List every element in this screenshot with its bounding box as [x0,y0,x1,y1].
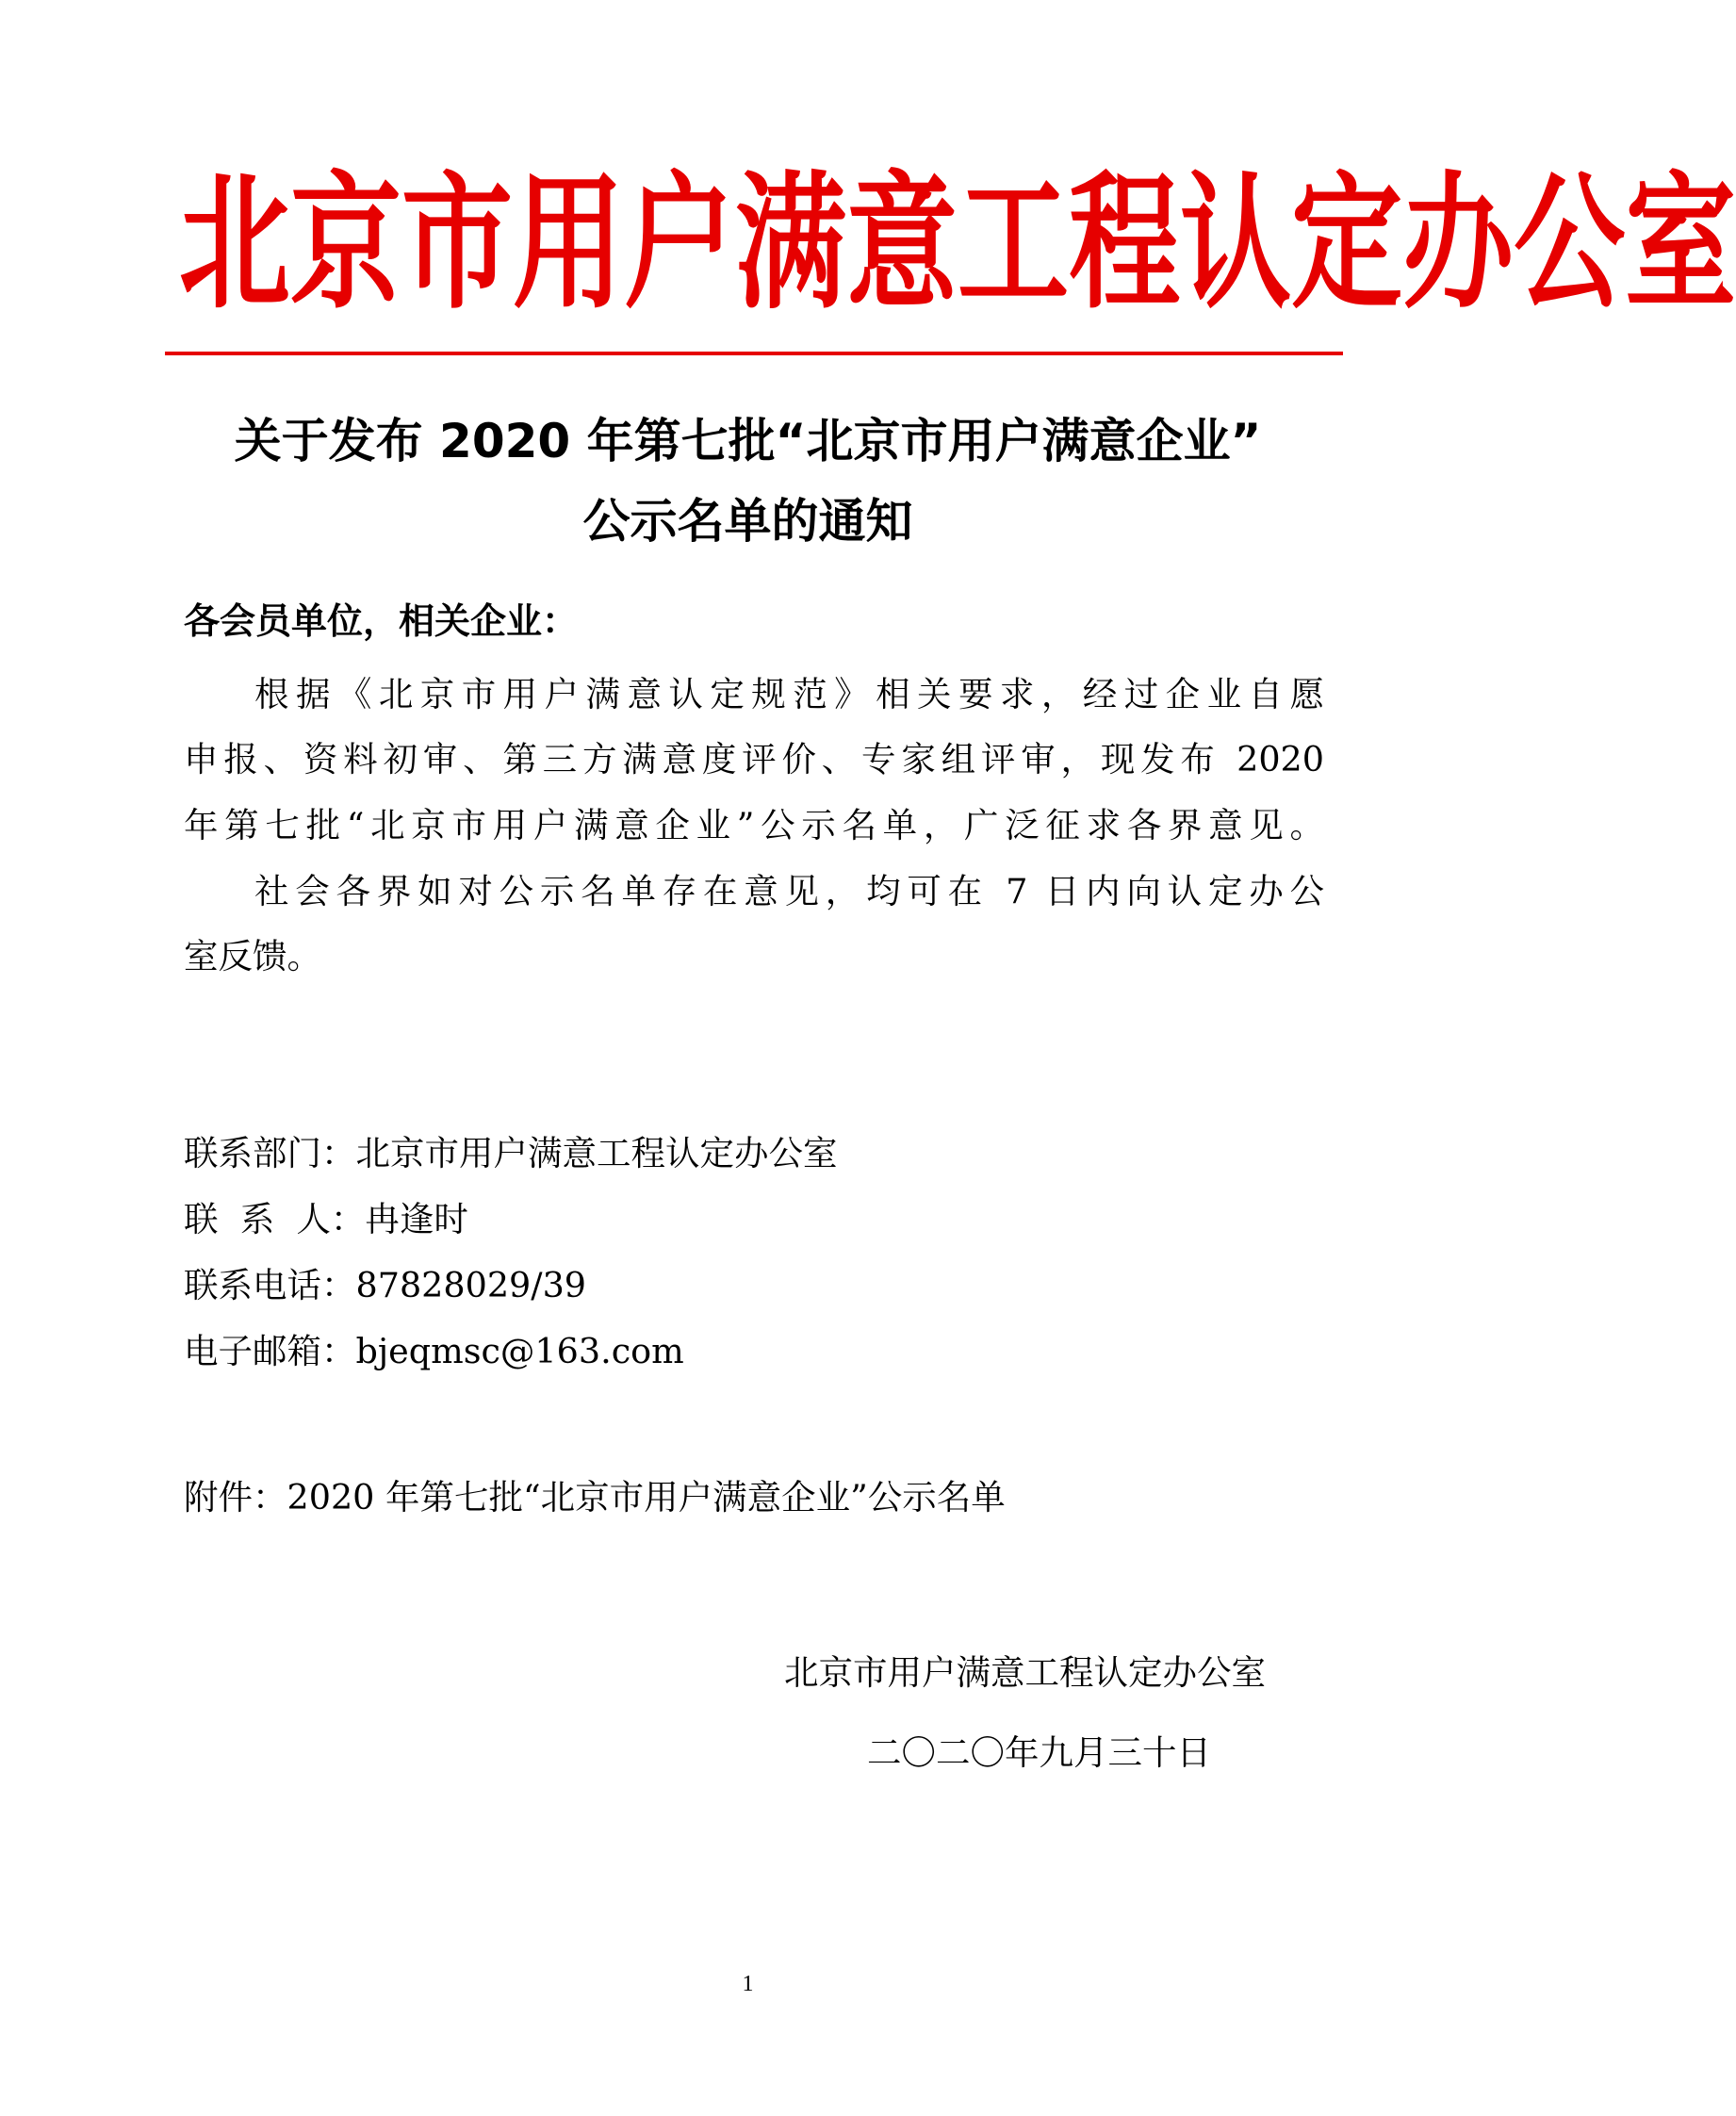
letterhead-title [179,156,1736,394]
letterhead-char: 满 [735,156,847,329]
letterhead-char: 京 [290,156,402,329]
letterhead-char: 工 [958,156,1070,329]
letterhead-char: 户 [624,156,736,329]
signature-date: 二〇二〇年九月三十日 [867,1732,1211,1773]
body-paragraph-1-line-1: 根据《北京市用户满意认定规范》相关要求，经过企业自愿 [254,674,1324,714]
letterhead-char: 市 [401,156,514,329]
letterhead-char: 程 [1069,156,1181,329]
body-paragraph-2-line-2: 室反馈。 [184,936,321,976]
contact-department: 联系部门：北京市用户满意工程认定办公室 [184,1133,838,1173]
letterhead-char: 办 [1402,156,1515,329]
letterhead-char: 北 [179,156,291,329]
letterhead-divider [165,352,1343,355]
letterhead-char: 室 [1625,156,1736,329]
contact-person: 联 系 人：冉逢时 [184,1199,468,1239]
contact-email: 电子邮箱：bjeqmsc@163.com [184,1331,684,1371]
document-title-line-2: 公示名单的通知 [582,494,913,549]
body-paragraph-1-line-3: 年第七批“北京市用户满意企业”公示名单，广泛征求各界意见。 [184,805,1324,845]
body-paragraph-1-line-2: 申报、资料初审、第三方满意度评价、专家组评审，现发布 2020 [184,739,1324,779]
letterhead-char: 意 [846,156,958,329]
attachment-note: 附件：2020 年第七批“北京市用户满意企业”公示名单 [184,1477,1006,1517]
document-title-line-1: 关于发布 2020 年第七批“北京市用户满意企业” [234,414,1262,468]
letterhead-char: 认 [1180,156,1292,329]
letterhead-char: 用 [513,156,625,329]
letterhead-char: 定 [1291,156,1403,329]
body-paragraph-2-line-1: 社会各界如对公示名单存在意见，均可在 7 日内向认定办公 [254,871,1324,911]
signature-org: 北京市用户满意工程认定办公室 [784,1652,1266,1693]
contact-phone: 联系电话：87828029/39 [184,1265,587,1305]
letterhead-char: 公 [1514,156,1626,329]
page-number: 1 [742,1972,754,1996]
salutation: 各会员单位，相关企业： [184,600,579,642]
